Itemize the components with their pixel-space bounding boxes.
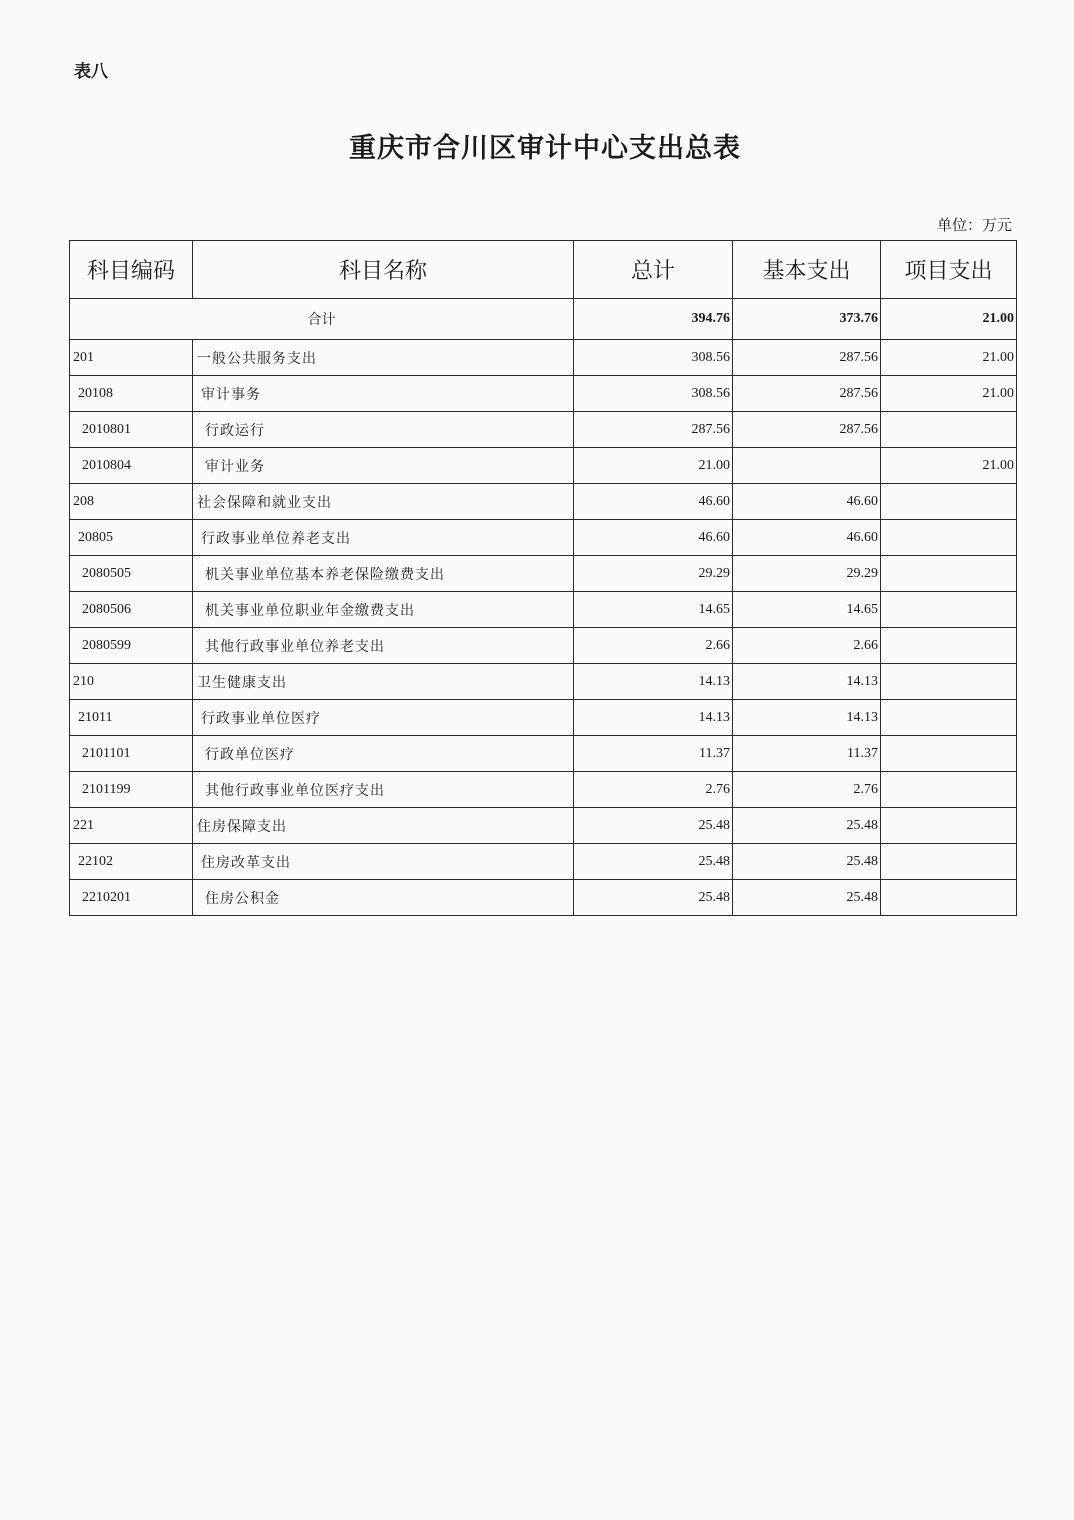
row-name: 住房保障支出 <box>193 808 574 844</box>
row-project <box>881 556 1017 592</box>
row-basic: 25.48 <box>733 880 881 916</box>
row-total: 2.66 <box>574 628 733 664</box>
total-basic: 373.76 <box>733 299 881 340</box>
table-number-label: 表八 <box>74 62 108 82</box>
row-code: 20108 <box>70 376 193 412</box>
row-project <box>881 772 1017 808</box>
row-code: 201 <box>70 340 193 376</box>
row-project: 21.00 <box>881 448 1017 484</box>
table-row <box>70 484 1017 520</box>
total-project: 21.00 <box>881 299 1017 340</box>
row-total: 46.60 <box>574 520 733 556</box>
row-code: 2080506 <box>70 592 193 628</box>
row-total: 25.48 <box>574 880 733 916</box>
table-row <box>70 772 1017 808</box>
row-code: 2101199 <box>70 772 193 808</box>
unit-label: 单位：万元 <box>936 216 1012 234</box>
row-code: 221 <box>70 808 193 844</box>
table-row <box>70 844 1017 880</box>
table-header-row <box>70 241 1017 299</box>
row-basic: 287.56 <box>733 412 881 448</box>
table-row <box>70 412 1017 448</box>
header-total: 总计 <box>574 241 733 299</box>
row-basic: 14.13 <box>733 700 881 736</box>
row-total: 14.65 <box>574 592 733 628</box>
row-total: 287.56 <box>574 412 733 448</box>
row-name: 行政运行 <box>193 412 574 448</box>
row-basic: 2.76 <box>733 772 881 808</box>
row-name: 一般公共服务支出 <box>193 340 574 376</box>
row-code: 22102 <box>70 844 193 880</box>
row-code: 2080599 <box>70 628 193 664</box>
total-row <box>70 299 1017 340</box>
row-name: 住房改革支出 <box>193 844 574 880</box>
row-basic: 287.56 <box>733 376 881 412</box>
row-name: 行政事业单位养老支出 <box>193 520 574 556</box>
document-title: 重庆市合川区审计中心支出总表 <box>349 133 741 164</box>
table-row <box>70 340 1017 376</box>
row-total: 29.29 <box>574 556 733 592</box>
row-basic: 2.66 <box>733 628 881 664</box>
row-basic: 14.65 <box>733 592 881 628</box>
row-project: 21.00 <box>881 340 1017 376</box>
row-total: 21.00 <box>574 448 733 484</box>
table-row <box>70 664 1017 700</box>
table-row <box>70 808 1017 844</box>
row-project <box>881 412 1017 448</box>
row-total: 11.37 <box>574 736 733 772</box>
row-project <box>881 880 1017 916</box>
row-code: 2210201 <box>70 880 193 916</box>
row-project: 21.00 <box>881 376 1017 412</box>
row-code: 20805 <box>70 520 193 556</box>
row-project <box>881 520 1017 556</box>
table-row <box>70 628 1017 664</box>
row-basic: 11.37 <box>733 736 881 772</box>
table-row <box>70 592 1017 628</box>
row-project <box>881 592 1017 628</box>
row-code: 210 <box>70 664 193 700</box>
row-project <box>881 628 1017 664</box>
row-name: 审计业务 <box>193 448 574 484</box>
row-basic: 14.13 <box>733 664 881 700</box>
row-name: 机关事业单位职业年金缴费支出 <box>193 592 574 628</box>
row-total: 46.60 <box>574 484 733 520</box>
table-row <box>70 448 1017 484</box>
total-sum: 394.76 <box>574 299 733 340</box>
row-project <box>881 844 1017 880</box>
row-name: 其他行政事业单位养老支出 <box>193 628 574 664</box>
row-total: 14.13 <box>574 664 733 700</box>
row-total: 308.56 <box>574 340 733 376</box>
header-code: 科目编码 <box>70 241 193 299</box>
row-basic: 46.60 <box>733 520 881 556</box>
table-row <box>70 736 1017 772</box>
row-total: 25.48 <box>574 808 733 844</box>
row-code: 2080505 <box>70 556 193 592</box>
row-basic: 29.29 <box>733 556 881 592</box>
row-name: 行政事业单位医疗 <box>193 700 574 736</box>
row-name: 卫生健康支出 <box>193 664 574 700</box>
header-basic: 基本支出 <box>733 241 881 299</box>
row-name: 住房公积金 <box>193 880 574 916</box>
header-project: 项目支出 <box>881 241 1017 299</box>
header-name: 科目名称 <box>193 241 574 299</box>
row-basic: 25.48 <box>733 808 881 844</box>
table-row <box>70 556 1017 592</box>
row-total: 25.48 <box>574 844 733 880</box>
row-project <box>881 736 1017 772</box>
row-name: 其他行政事业单位医疗支出 <box>193 772 574 808</box>
row-code: 2010804 <box>70 448 193 484</box>
table-body <box>70 299 1017 916</box>
row-project <box>881 700 1017 736</box>
row-name: 行政单位医疗 <box>193 736 574 772</box>
row-basic <box>733 448 881 484</box>
row-basic: 46.60 <box>733 484 881 520</box>
row-project <box>881 808 1017 844</box>
row-name: 社会保障和就业支出 <box>193 484 574 520</box>
table-row <box>70 700 1017 736</box>
table-row <box>70 376 1017 412</box>
total-label: 合计 <box>70 299 574 340</box>
row-basic: 287.56 <box>733 340 881 376</box>
row-name: 审计事务 <box>193 376 574 412</box>
row-name: 机关事业单位基本养老保险缴费支出 <box>193 556 574 592</box>
row-code: 2101101 <box>70 736 193 772</box>
table-row <box>70 520 1017 556</box>
row-code: 208 <box>70 484 193 520</box>
row-code: 2010801 <box>70 412 193 448</box>
row-code: 21011 <box>70 700 193 736</box>
row-basic: 25.48 <box>733 844 881 880</box>
row-total: 14.13 <box>574 700 733 736</box>
row-project <box>881 664 1017 700</box>
row-project <box>881 484 1017 520</box>
row-total: 2.76 <box>574 772 733 808</box>
expenditure-summary-table <box>69 240 1017 916</box>
row-total: 308.56 <box>574 376 733 412</box>
table-row <box>70 880 1017 916</box>
